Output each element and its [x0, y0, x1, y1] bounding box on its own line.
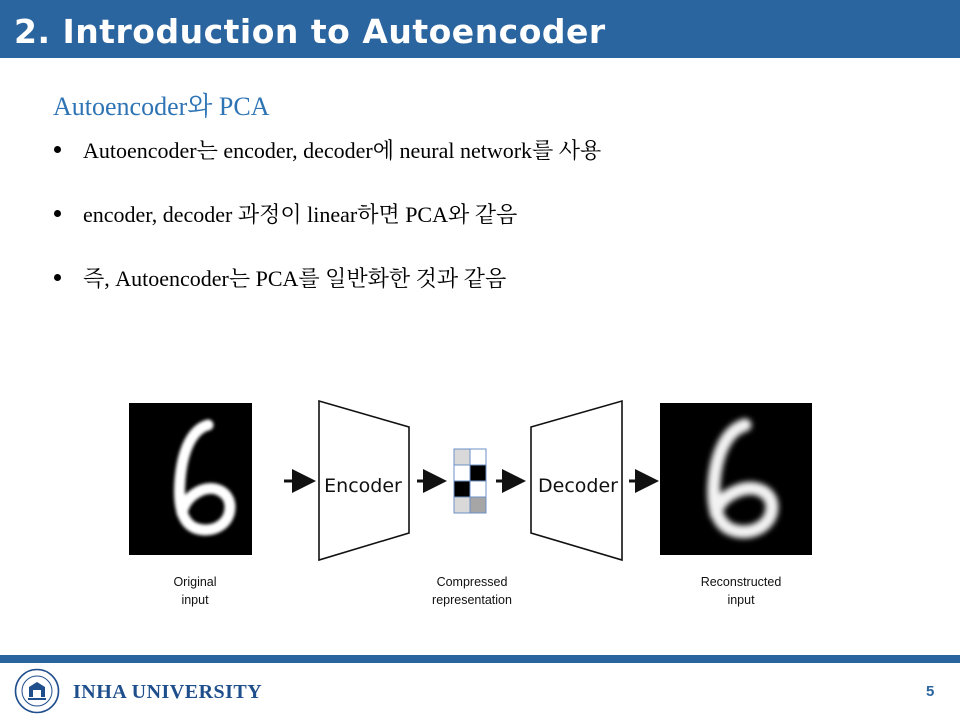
bullet-dot-icon: [54, 274, 61, 281]
compressed-caption-line1: Compressed: [436, 575, 508, 589]
original-caption-line1: Original: [173, 575, 217, 589]
bullet-item: [50, 134, 601, 165]
autoencoder-diagram: [120, 395, 840, 625]
compressed-caption-line2: representation: [432, 593, 512, 607]
section-subtitle: Autoencoder와 PCA: [53, 92, 270, 121]
bullet-dot-icon: [54, 146, 61, 153]
university-seal-icon: [14, 668, 60, 714]
university-name: INHA UNIVERSITY: [73, 681, 263, 703]
bullet-item: [50, 262, 506, 293]
title-bar: [0, 0, 960, 58]
slide-title: 2. Introduction to Autoencoder: [14, 12, 606, 51]
decoder-label: Decoder: [538, 475, 618, 497]
bullet-dot-icon: [54, 210, 61, 217]
bullet-item: [50, 198, 517, 229]
reconstructed-caption-line1: Reconstructed: [700, 575, 782, 589]
encoder-block: [319, 401, 409, 560]
original-caption-line2: input: [181, 593, 209, 607]
bullet-text: encoder, decoder 과정이 linear하면 PCA와 같음: [83, 202, 518, 227]
encoder-label: Encoder: [324, 475, 402, 497]
reconstructed-caption-line2: input: [727, 593, 755, 607]
bullet-text: Autoencoder는 encoder, decoder에 neural network를 사용: [83, 138, 602, 163]
original-input-image: [129, 403, 252, 555]
compressed-code-grid: [454, 449, 486, 513]
decoder-block: [531, 401, 622, 560]
bullet-text: 즉, Autoencoder는 PCA를 일반화한 것과 같음: [83, 266, 507, 291]
reconstructed-input-image: [660, 403, 812, 555]
page-number: 5: [926, 683, 935, 700]
footer-divider: [0, 655, 960, 663]
